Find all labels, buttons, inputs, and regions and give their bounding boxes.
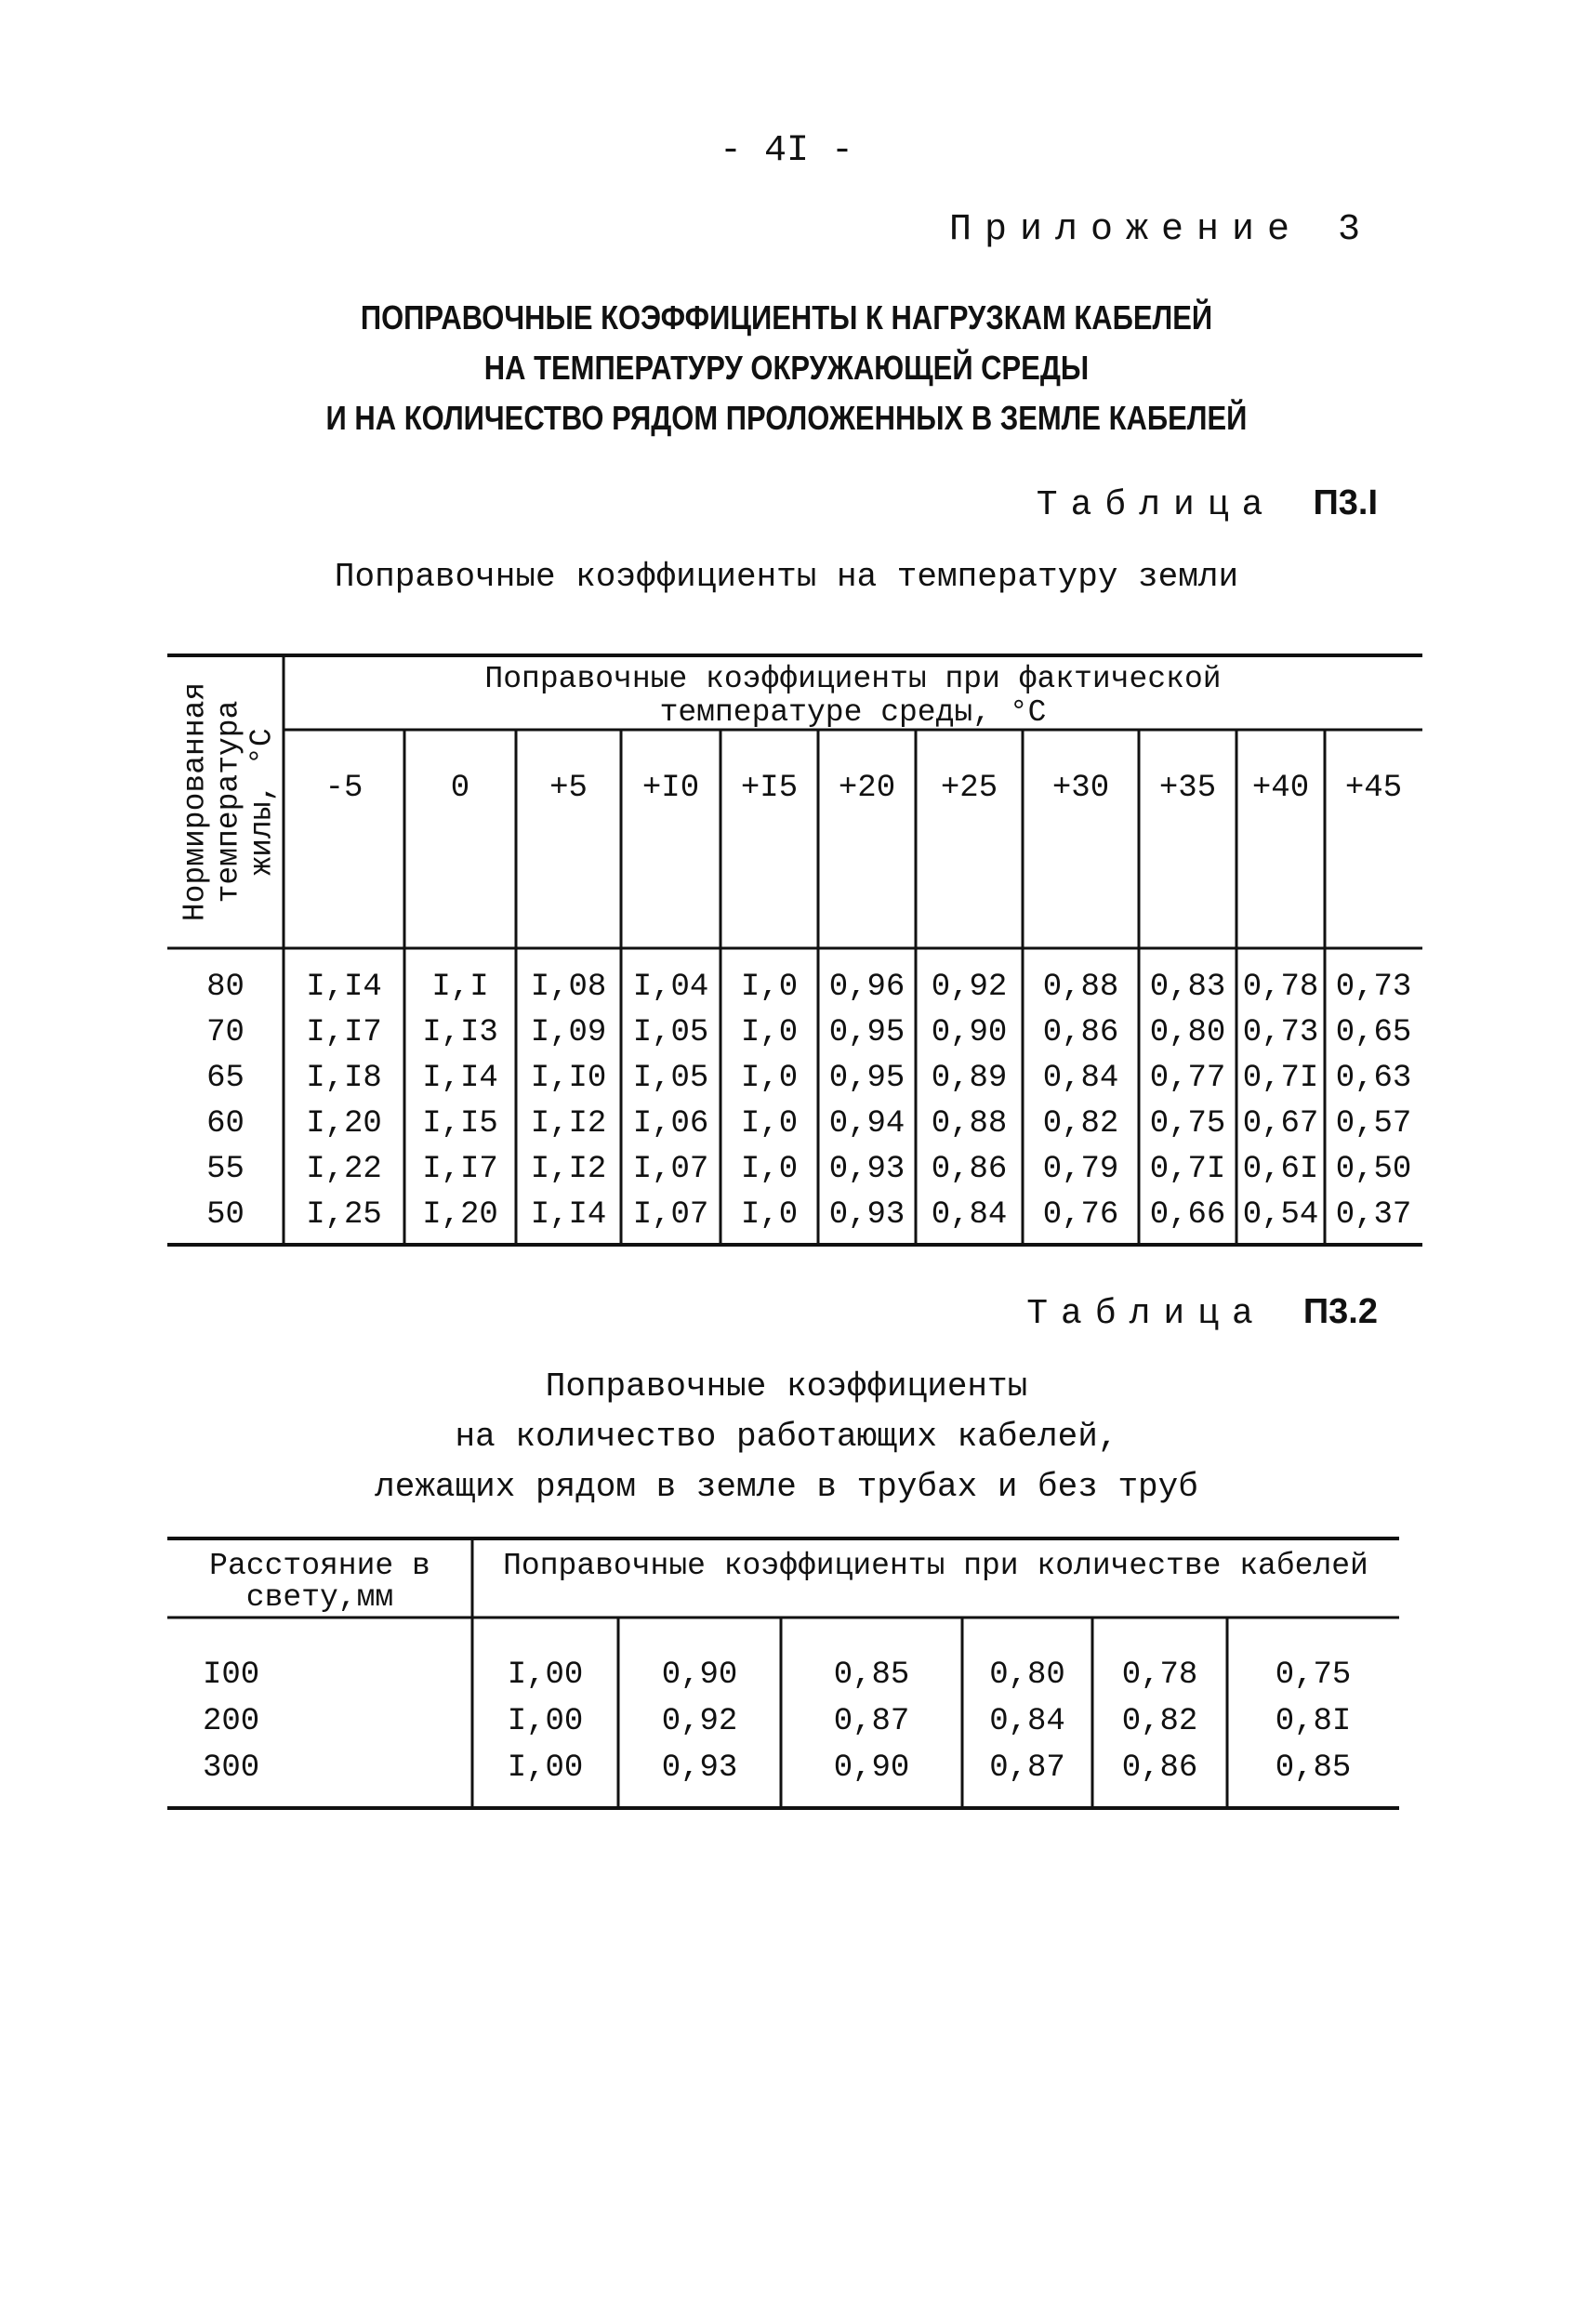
table-cell: I,09 [530,1015,607,1050]
table-cell: I,22 [306,1152,382,1187]
table-cell: 0,93 [661,1750,738,1786]
group-header: Поправочные коэффициенты при количестве кабелей [503,1549,1368,1583]
table-cell: 0,66 [1149,1197,1226,1233]
row-header-line: свету,мм [245,1580,394,1615]
table-cell: 0,63 [1335,1061,1412,1096]
column-header: +45 [1344,771,1403,806]
table-cell: I,0 [740,970,799,1005]
column-header: +40 [1251,771,1310,806]
row-temperature: 60 [206,1106,245,1142]
page-number: - 4I - [719,130,854,172]
table-cell: I,0 [740,1015,799,1050]
row-header-line: Расстояние в [209,1549,430,1583]
row-distance: I00 [203,1657,260,1693]
table-cell: 0,86 [931,1152,1008,1187]
column-header: +I5 [740,771,799,806]
table-cell: 0,94 [828,1106,905,1142]
table-cell: I,20 [422,1197,498,1233]
table-cell: I,0 [740,1152,799,1187]
table-cell: 0,73 [1335,970,1412,1005]
title-line: И НА КОЛИЧЕСТВО РЯДОМ ПРОЛОЖЕННЫХ В ЗЕМЛЕ КАБЕЛЕЙ [325,399,1248,437]
caption-line: лежащих рядом в земле в трубах и без труб [375,1468,1198,1506]
table-cell: I,I4 [306,970,382,1005]
table-cell: I,05 [632,1015,709,1050]
table-cell: 0,90 [931,1015,1008,1050]
table-cell: 0,86 [1121,1750,1198,1786]
column-header: -5 [324,771,364,806]
column-header: +I0 [641,771,700,806]
table-cell: 0,65 [1335,1015,1412,1050]
table-cell: 0,78 [1121,1657,1198,1693]
row-temperature: 65 [206,1061,245,1096]
table-cell: 0,80 [1149,1015,1226,1050]
table-cell: I,I5 [422,1106,498,1142]
table-cell: 0,84 [931,1197,1008,1233]
table-cell: I,00 [507,1704,584,1739]
table-cell: 0,7I [1149,1152,1226,1187]
table-cell: 0,76 [1042,1197,1119,1233]
table-cell: I,05 [632,1061,709,1096]
table-cell: 0,85 [833,1657,910,1693]
table1-label-word: Таблица [1036,485,1276,525]
table-cell: I,I7 [306,1015,382,1050]
caption-line: на количество работающих кабелей, [455,1418,1118,1456]
row-header-line: Нормированная [178,681,213,922]
table-cell: I,I3 [422,1015,498,1050]
table-cell: I,0 [740,1197,799,1233]
table-cell: 0,78 [1242,970,1319,1005]
table-cell: I,I8 [306,1061,382,1096]
table-cell: 0,8I [1275,1704,1352,1739]
table-cell: I,I0 [530,1061,607,1096]
table-cell: 0,57 [1335,1106,1412,1142]
table-cell: I,I4 [422,1061,498,1096]
table-cell: 0,85 [1275,1750,1352,1786]
table-cell: I,0 [740,1061,799,1096]
title-line: НА ТЕМПЕРАТУРУ ОКРУЖАЮЩЕЙ СРЕДЫ [483,349,1090,387]
table-cell: 0,96 [828,970,905,1005]
table-cell: 0,90 [833,1750,910,1786]
table-cell: 0,92 [661,1704,738,1739]
table-cell: 0,80 [989,1657,1065,1693]
table-cell: I,08 [530,970,607,1005]
table-cell: 0,89 [931,1061,1008,1096]
table-cell: 0,82 [1042,1106,1119,1142]
row-header-line: температура [211,700,246,904]
table-cell: 0,7I [1242,1061,1319,1096]
table-cell: 0,93 [828,1197,905,1233]
table-cell: I,00 [507,1657,584,1693]
column-header: +20 [838,771,896,806]
table-cell: 0,84 [989,1704,1065,1739]
table-cell: 0,67 [1242,1106,1319,1142]
table-cell: 0,73 [1242,1015,1319,1050]
row-temperature: 50 [206,1197,245,1233]
column-header: +25 [940,771,998,806]
title-line: ПОПРАВОЧНЫЕ КОЭФФИЦИЕНТЫ К НАГРУЗКАМ КАБЕЛЕЙ [360,298,1213,337]
table-cell: I,I [431,970,489,1005]
column-header: +5 [549,771,588,806]
column-header: 0 [450,771,470,806]
table-cell: 0,54 [1242,1197,1319,1233]
table-cell: I,0 [740,1106,799,1142]
table-cell: 0,84 [1042,1061,1119,1096]
group-header-line: температуре среды, °С [659,695,1047,730]
table-cell: I,I2 [530,1106,607,1142]
caption-line: Поправочные коэффициенты [545,1367,1028,1406]
row-temperature: 80 [206,970,245,1005]
table-cell: 0,75 [1275,1657,1352,1693]
table2-label-word: Таблица [1026,1294,1266,1334]
table-cell: 0,88 [1042,970,1119,1005]
row-distance: 200 [203,1704,260,1739]
row-temperature: 70 [206,1015,245,1050]
table-cell: I,20 [306,1106,382,1142]
table2-label-number: П3.2 [1302,1292,1378,1331]
table-cell: 0,77 [1149,1061,1226,1096]
table-cell: 0,83 [1149,970,1226,1005]
table-cell: 0,82 [1121,1704,1198,1739]
column-header: +35 [1158,771,1217,806]
table-cell: 0,75 [1149,1106,1226,1142]
table-cell: I,07 [632,1197,709,1233]
column-header: +30 [1051,771,1110,806]
table-cell: 0,79 [1042,1152,1119,1187]
row-distance: 300 [203,1750,260,1786]
table-cell: 0,95 [828,1015,905,1050]
row-header-line: жилы, °С [245,728,280,876]
row-temperature: 55 [206,1152,245,1187]
table-cell: 0,95 [828,1061,905,1096]
table-cell: I,07 [632,1152,709,1187]
table-cell: I,04 [632,970,709,1005]
table-cell: I,25 [306,1197,382,1233]
table-cell: 0,6I [1242,1152,1319,1187]
table-cell: 0,50 [1335,1152,1412,1187]
table-cell: I,06 [632,1106,709,1142]
table-cell: 0,88 [931,1106,1008,1142]
table-cell: I,I2 [530,1152,607,1187]
table-cell: 0,92 [931,970,1008,1005]
table1-caption: Поправочные коэффициенты на температуру земли [334,558,1239,596]
table-cell: I,00 [507,1750,584,1786]
table-cell: 0,87 [989,1750,1065,1786]
table1-label-number: П3.I [1313,483,1378,522]
table-cell: I,I4 [530,1197,607,1233]
table-cell: 0,86 [1042,1015,1119,1050]
group-header-line: Поправочные коэффициенты при фактической [484,662,1222,696]
table-cell: 0,37 [1335,1197,1412,1233]
table-cell: 0,87 [833,1704,910,1739]
table-cell: I,I7 [422,1152,498,1187]
table-cell: 0,90 [661,1657,738,1693]
table-cell: 0,93 [828,1152,905,1187]
appendix-label: Приложение 3 [948,209,1373,251]
